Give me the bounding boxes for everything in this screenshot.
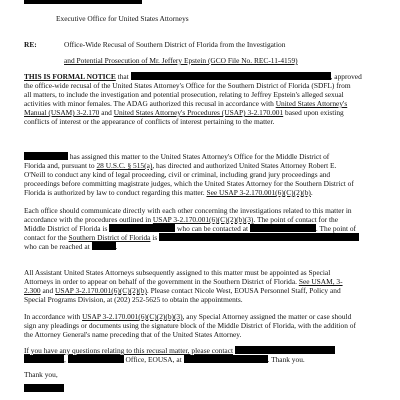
p1-line-2: the office-wide recusal of the United States Attorney's Office for the Southern District of Florida (SDFL) from xyxy=(24,81,351,90)
p4-line-2: Attorneys in order to appear on behalf of the government in the Southern District of Florida. See USAM, 3- xyxy=(24,277,343,286)
p5-line-2: sign any pleadings or documents using the signature block of the Middle District of Florida, with the addition of xyxy=(24,321,356,330)
p1-line-5: Manual (USAM) 3-2.170 and United States Attorney's Procedures (USAP) 3-2.170.001 based upon existing xyxy=(24,108,344,117)
redaction-block xyxy=(109,224,175,232)
redaction-block xyxy=(250,224,316,232)
p4-line-3: 2.300 and USAP 3-2.170.001(6)(C)(2)(b). Please contact Nicole West, EOUSA Personnel Staff, Policy and xyxy=(24,286,341,295)
closing: Thank you, xyxy=(24,370,58,379)
p3-line-3: Middle District of Florida is who can be contacted at . The point of xyxy=(24,224,357,233)
p2-line-4: proceedings before committing magistrate judges, which the United States Attorney for the Southern District of xyxy=(24,179,354,188)
p6-line-1: If you have any questions relating to this recusal matter, please contact xyxy=(24,346,380,355)
p6-line-2: , Office, EOUSA, at . Thank you. xyxy=(24,355,380,364)
redaction-block xyxy=(24,152,68,160)
p2-line-3: O'Neill to conduct any kind of legal proceeding, civil or criminal, including grand jury proceedings and xyxy=(24,170,331,179)
p1-line-1: THIS IS FORMAL NOTICE that , approved xyxy=(24,72,362,81)
re-line-1: Office-Wide Recusal of Southern District of Florida from the Investigation xyxy=(64,40,286,49)
redaction-block xyxy=(92,242,116,250)
redaction-block xyxy=(24,0,142,4)
p1-line-6: conflicts of interest or the appearance of conflicts of interest pertaining to the matter. xyxy=(24,117,275,126)
re-line-2: and Potential Prosecution of Mr. Jeffery Epstein (GCO File No. REC-11-4159) xyxy=(64,56,298,65)
p4-line-1: All Assistant United States Attorneys subsequently assigned to this matter must be appointed as Special xyxy=(24,268,331,277)
p5-line-3: the Attorney General's name preceding that of the United States Attorney. xyxy=(24,330,242,339)
p1-line-4: activities with minor females. The ADAG authorized this recusal in accordance with United States Attorney's xyxy=(24,99,348,108)
p2-line-5: Florida is authorized by law to conduct regarding this matter. See USAP 3-2.170.001(6)(C)(2)(b). xyxy=(24,188,313,197)
p4-line-4: Special Programs Division, at (202) 252-5625 to obtain the appointments. xyxy=(24,295,243,304)
redaction-block xyxy=(131,72,331,80)
redaction-block xyxy=(159,233,359,241)
p2-line-2: Florida and, pursuant to 28 U.S.C. § 515(a), has directed and authorized United States Attorney Robert E. xyxy=(24,161,337,170)
redaction-block xyxy=(68,355,124,363)
re-label: RE: xyxy=(24,40,37,49)
p3-line-5: who can be reached at . xyxy=(24,242,118,251)
redaction-block xyxy=(235,346,335,354)
p3-line-1: Each office should communicate directly with each other concerning the investigations related to this matter in xyxy=(24,206,352,215)
redaction-block xyxy=(184,355,268,363)
p3-line-4: contact for the Southern District of Florida is xyxy=(24,233,380,242)
signature-redaction xyxy=(24,384,64,392)
p1-line-3: all matters, to include the investigation and potential prosecution, relating to Jeffrey Epstein's alleged sexual xyxy=(24,90,344,99)
redaction-block xyxy=(24,355,64,363)
p5-line-1: In accordance with USAP 3-2.170.001(6)(C)(2)(b)(3), any Special Attorney assigned the matter or case should xyxy=(24,312,352,321)
p3-line-2: accordance with the procedures outlined in USAP 3-2.170.001(6)(C)(2)(b)(3). The point of contact for the xyxy=(24,215,339,224)
p2-line-1: has assigned this matter to the United States Attorney's Office for the Middle District of xyxy=(24,152,380,161)
header-to: Executive Office for United States Attorneys xyxy=(56,14,189,23)
